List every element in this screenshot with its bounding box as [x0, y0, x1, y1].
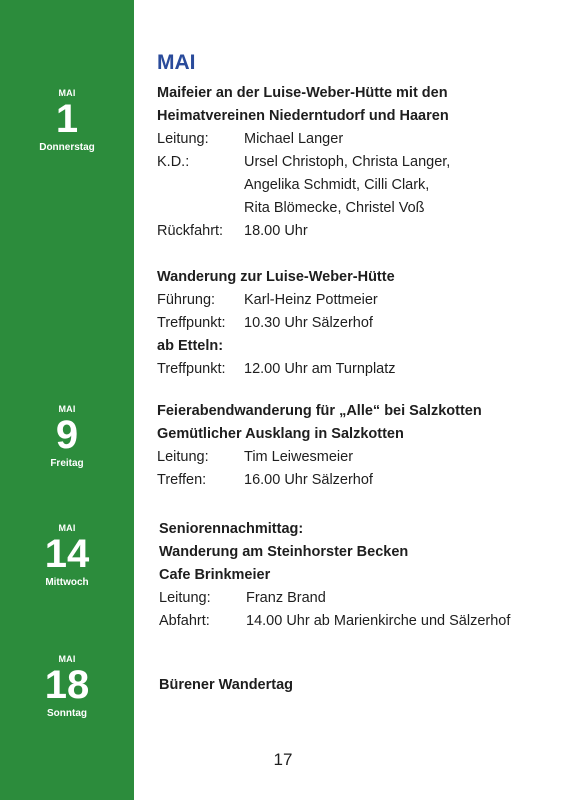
treffen-row [157, 469, 557, 492]
date-weekday: Freitag [50, 458, 84, 469]
date-month: MAI [58, 88, 76, 98]
event-title: Cafe Brinkmeier [159, 567, 271, 583]
abfahrt-value: 14.00 Uhr ab Marienkirche und Sälzerhof [246, 613, 511, 629]
treffen-label: Treffen: [157, 472, 207, 488]
date-weekday: Donnerstag [39, 142, 95, 153]
month-title: MAI [157, 51, 196, 74]
event-buerener-wandertag [159, 674, 559, 697]
fuehrung-row [157, 289, 557, 312]
rueckfahrt-row [157, 220, 557, 243]
treffpunkt-label: Treffpunkt: [157, 361, 226, 377]
date-block-14 [0, 523, 134, 589]
event-maifeier [157, 82, 557, 381]
fuehrung-value: Karl-Heinz Pottmeier [244, 292, 378, 308]
event-title: Bürener Wandertag [159, 677, 294, 693]
event-title: Maifeier an der Luise-Weber-Hütte mit den [157, 85, 448, 101]
date-day: 9 [55, 413, 79, 457]
event-title: Wanderung am Steinhorster Becken [159, 544, 409, 560]
date-weekday: Mittwoch [45, 577, 89, 588]
date-block-1 [0, 88, 134, 154]
leitung-value: Franz Brand [246, 590, 326, 606]
sub-heading: ab Etteln: [157, 338, 224, 354]
leitung-value: Michael Langer [244, 131, 344, 147]
leitung-row [157, 128, 557, 151]
abfahrt-label: Abfahrt: [159, 613, 210, 629]
date-month: MAI [58, 404, 76, 414]
fuehrung-label: Führung: [157, 292, 216, 308]
date-block-18 [0, 654, 134, 720]
leitung-label: Leitung: [157, 449, 209, 465]
kd-row [157, 151, 557, 174]
treffpunkt-value: 10.30 Uhr Sälzerhof [244, 315, 373, 331]
date-day: 18 [44, 663, 90, 707]
date-block-9 [0, 404, 134, 470]
treffpunkt-row [157, 358, 557, 381]
kd-label: K.D.: [157, 154, 190, 170]
treffpunkt-label: Treffpunkt: [157, 315, 226, 331]
event-feierabendwanderung [157, 400, 557, 492]
date-month: MAI [58, 523, 76, 533]
treffen-value: 16.00 Uhr Sälzerhof [244, 472, 373, 488]
leitung-row [157, 446, 557, 469]
event-seniorennachmittag [159, 518, 559, 633]
abfahrt-row [159, 610, 559, 633]
leitung-label: Leitung: [157, 131, 209, 147]
rueckfahrt-label: Rückfahrt: [157, 223, 224, 239]
treffpunkt-row [157, 312, 557, 335]
date-day: 14 [44, 532, 90, 576]
date-weekday: Sonntag [47, 708, 87, 719]
date-month: MAI [58, 654, 76, 664]
rueckfahrt-value: 18.00 Uhr [244, 223, 308, 239]
leitung-label: Leitung: [159, 590, 211, 606]
event-title: Feierabendwanderung für „Alle“ bei Salzkotten [157, 403, 482, 419]
page-number: 17 [273, 750, 293, 769]
event-title: Heimatvereinen Niederntudorf und Haaren [157, 108, 449, 124]
kd-value: Rita Blömecke, Christel Voß [244, 200, 425, 216]
kd-value: Angelika Schmidt, Cilli Clark, [244, 177, 430, 193]
kd-value: Ursel Christoph, Christa Langer, [244, 154, 451, 170]
treffpunkt-value: 12.00 Uhr am Turnplatz [244, 361, 396, 377]
event-title: Seniorennachmittag: [159, 521, 304, 537]
date-day: 1 [55, 97, 79, 141]
kd-row-cont [157, 197, 557, 220]
kd-row-cont [157, 174, 557, 197]
leitung-value: Tim Leiwesmeier [244, 449, 354, 465]
leitung-row [159, 587, 559, 610]
event-title: Wanderung zur Luise-Weber-Hütte [157, 269, 395, 285]
event-title: Gemütlicher Ausklang in Salzkotten [157, 426, 404, 442]
